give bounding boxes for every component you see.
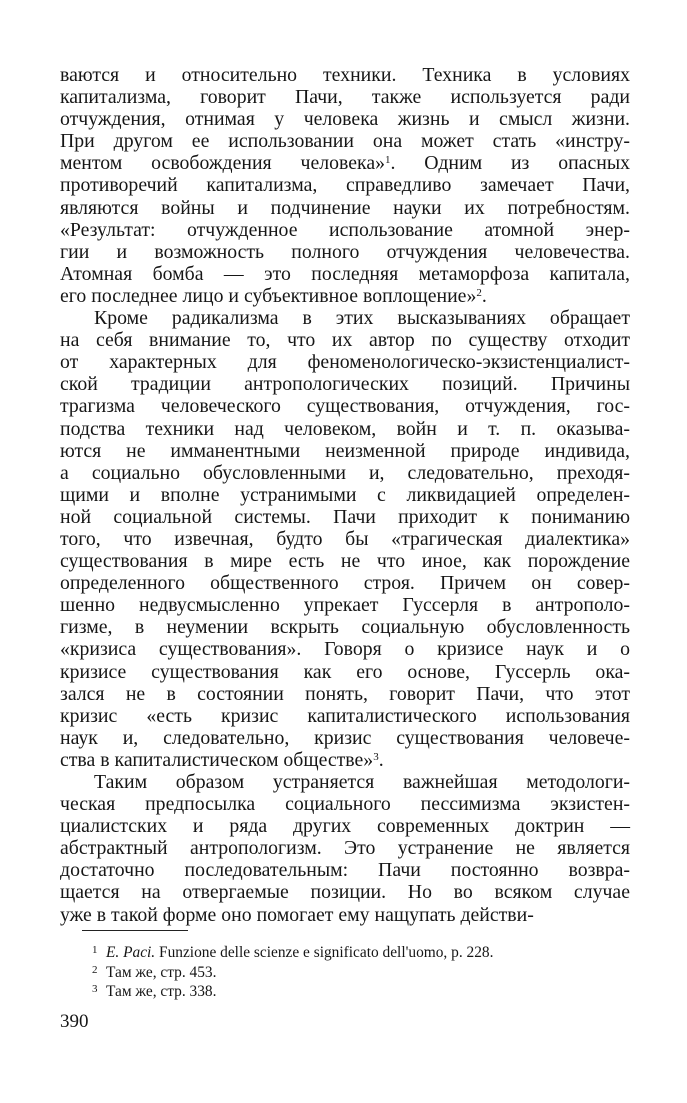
text-line: а социально обусловленными и, следовательно, преходя- <box>60 461 630 484</box>
text-after-ref: . <box>481 284 487 307</box>
footnote-number: 2 <box>92 963 98 976</box>
footnote-text: Там же, стр. 453. <box>106 963 217 981</box>
footnote <box>92 980 632 1000</box>
text-line: «Результат: отчужденное использование атомной энер- <box>60 218 630 241</box>
text-line: щими и вполне устранимыми с ликвидацией определен- <box>60 483 630 506</box>
text-line: достаточно последовательным: Пачи постоянно возвра- <box>60 859 630 882</box>
footnote-ref: 3 <box>373 750 379 763</box>
body-text <box>60 64 630 926</box>
text-line: Кроме радикализма в этих высказываниях обращает <box>94 307 630 330</box>
text-line: «кризиса существования». Говоря о кризисе наук и о <box>60 638 630 661</box>
text-after-ref: . Одним из опасных <box>390 152 631 175</box>
text-line: ной социальной системы. Пачи приходит к пониманию <box>60 505 630 528</box>
footnote-text: Там же, стр. 338. <box>106 983 217 1000</box>
footnote-ref: 1 <box>385 154 391 167</box>
footnote-number: 1 <box>92 944 98 956</box>
text-line: ской традиции антропологических позиций. Причины <box>60 373 630 396</box>
footnote-author: E. Paci. <box>106 944 156 961</box>
text-line: определенного общественного строя. Причем он совер- <box>60 572 630 595</box>
footnotes <box>92 941 632 1000</box>
paragraph <box>60 64 630 307</box>
footnote <box>92 961 632 981</box>
text-line: ются не имманентными неизменной природе индивида, <box>60 439 630 462</box>
text-line: его последнее лицо и субъективное воплощение»$^2$. <box>60 284 487 307</box>
text-line: трагизма человеческого существования, отчуждения, гос- <box>60 395 630 418</box>
text-line: ментом освобождения человека»$^1$. Одним из опасных <box>60 152 631 175</box>
text-line: Атомная бомба — это последняя метаморфоза капитала, <box>60 262 630 285</box>
text-line: от характерных для феноменологическо-экзистенциалист- <box>60 351 630 374</box>
text-line: Таким образом устраняется важнейшая методологи- <box>94 771 630 793</box>
text-line: уже в такой форме оно помогает ему нащупать действи- <box>60 903 534 926</box>
text-after-ref: . <box>378 748 384 771</box>
text-line: наук и, следовательно, кризис существования человече- <box>60 726 630 749</box>
text-line: кризисе существования как его основе, Гуссерль ока- <box>60 660 630 683</box>
text-line: абстрактный антропологизм. Это устранение не является <box>60 837 630 860</box>
text-line: на себя внимание то, что их автор по существу отходит <box>60 329 630 352</box>
text-line: противоречий капитализма, справедливо замечает Пачи, <box>60 174 630 197</box>
text-line: щается на отвергаемые позиции. Но во всяком случае <box>60 881 630 904</box>
footnote <box>92 941 632 961</box>
text-line: подства техники над человеком, войн и т. п. оказыва- <box>60 417 630 440</box>
text-line: циалистских и ряда других современных доктрин — <box>60 815 630 838</box>
text-line: существования в мире есть не что иное, как порождение <box>60 550 630 573</box>
text-line: отчуждения, отнимая у человека жизнь и смысл жизни. <box>60 108 630 131</box>
text-line: зался не в состоянии понять, говорит Пачи, что этот <box>60 682 630 705</box>
text-line: гизме, в неумении вскрыть социальную обусловленность <box>60 616 630 639</box>
text-line: являются войны и подчинение науки их потребностям. <box>60 196 630 219</box>
text-line: того, что извечная, будто бы «трагическая диалектика» <box>60 527 630 550</box>
text-line: При другом ее использовании она может стать «инстру- <box>60 130 630 153</box>
text-line: ваются и относительно техники. Техника в условиях <box>60 64 630 86</box>
footnote-text: Funzione delle scienze e significato dell'uomo, p. 228. <box>159 944 494 961</box>
footnote-number: 3 <box>92 983 98 995</box>
text-line: гии и возможность полного отчуждения человечества. <box>60 240 630 263</box>
paragraph <box>60 307 630 771</box>
page-number: 390 <box>60 1011 89 1032</box>
paragraph <box>60 771 630 926</box>
text-line: капитализма, говорит Пачи, также используется ради <box>60 86 630 109</box>
footnote-ref: 2 <box>476 286 482 299</box>
text-line: шенно недвусмысленно упрекает Гуссерля в антрополо- <box>60 594 630 617</box>
footnote-separator <box>82 930 188 931</box>
text-line: ства в капиталистическом обществе»$^3$. <box>60 748 384 771</box>
text-line: кризис «есть кризис капиталистического использования <box>60 704 630 727</box>
text-line: ческая предпосылка социального пессимизма экзистен- <box>60 793 630 816</box>
